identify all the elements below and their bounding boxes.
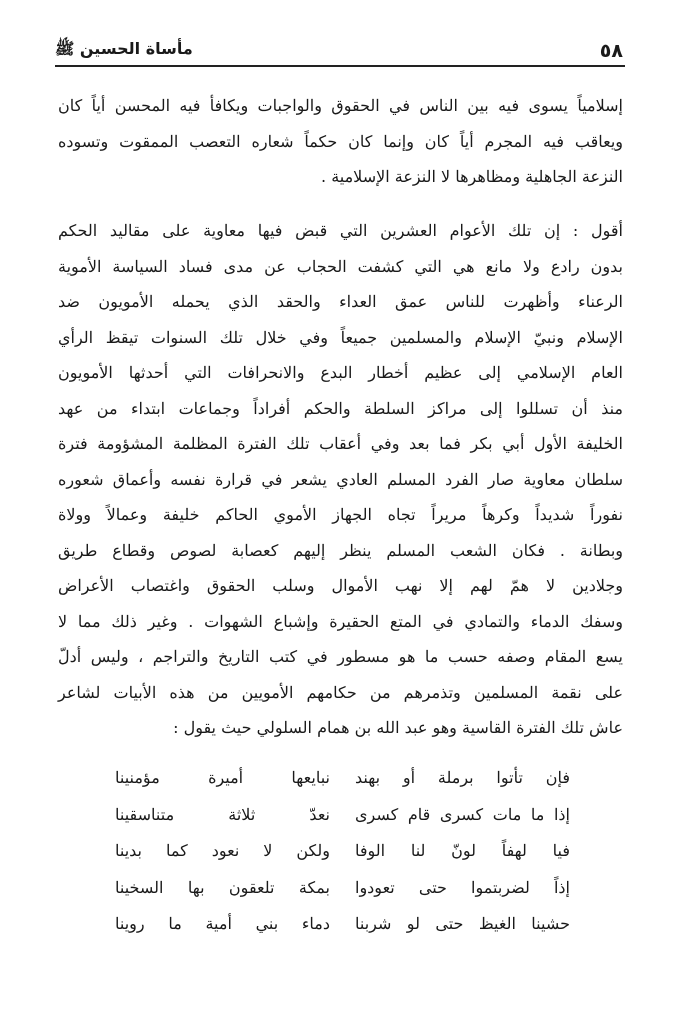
verse-first-hemistich: إذاً لضربتموا حتى تعودوا — [355, 877, 570, 897]
text-line: العام الإسلامي إلى عظيم أخطار البدع والانحرافات التي أحدثها الأمويون — [58, 363, 623, 382]
text-line: الرعناء وأظهرت للناس عمق العداء والحقد الذي يحمله الأمويون ضد — [58, 292, 623, 311]
text-line: عاش تلك الفترة القاسية وهو عبد الله بن همام السلولي حيث يقول : — [173, 718, 623, 737]
poem-verse — [115, 760, 570, 797]
verse-first-hemistich: فإن تأتوا برملة أو بهند — [355, 768, 570, 787]
text-line: وبطانة . فكان الشعب المسلم ينظر إليهم كعصابة لصوص وقطاع طريق — [58, 540, 623, 560]
paragraph-2 — [58, 213, 623, 746]
text-line: الخليفة الأول أبي بكر فما بعد وفي أعقاب تلك الفترة المظلمة المشؤومة فترة — [58, 434, 623, 453]
header-rule — [55, 65, 625, 67]
text-line: بدون رادع ولا مانع هي التي كشفت الحجاب عن مدى فساد السياسة الأموية — [58, 256, 623, 276]
text-line: ويعاقب فيه المجرم أياً كان وإنما كان حكماً شعاره التعصب الممقوت وتسوده — [58, 131, 623, 151]
text-line: نفوراً شديداً وكرهاً مريراً تجاه الجهاز الأموي الحاكم خليفة وعمالاً وولاة — [58, 505, 623, 524]
paragraph-1 — [58, 88, 623, 195]
verse-second-hemistich: نبايعها أميرة مؤمنينا — [115, 768, 330, 787]
text-line: سلطان معاوية صار الفرد المسلم العادي يشعر في قرارة نفسه وأعماق شعوره — [58, 469, 623, 489]
text-line: النزعة الجاهلية ومظاهرها لا النزعة الإسلامية . — [321, 167, 623, 186]
verse-first-hemistich: إذا ما مات كسرى قام كسرى — [355, 804, 570, 824]
verse-second-hemistich: ولكن لا نعود كما بدينا — [115, 841, 330, 860]
verse-first-hemistich: فيا لهفاً لونّ لنا الوفا — [355, 841, 570, 860]
text-line: منذ أن تسللوا إلى مراكز السلطة والحكم أفراداً وجماعات ابتداء من عهد — [58, 398, 623, 418]
poem-verse — [115, 833, 570, 870]
poem — [115, 760, 570, 943]
text-line: على نقمة المسلمين وتذمرهم من حكامهم الأمويين من هذه الأبيات لشاعر — [58, 682, 623, 702]
verse-first-hemistich: حشينا الغيظ حتى لو شربنا — [355, 914, 570, 933]
poem-verse — [115, 870, 570, 907]
poem-verse — [115, 797, 570, 834]
text-line: أقول : إن تلك الأعوام العشرين التي قبض فيها معاوية على مقاليد الحكم — [58, 221, 623, 240]
text-line: يسع المقام وصفه حسب ما هو مسطور في كتب التاريخ والتراجم ، وليس أدلّ — [58, 647, 623, 666]
verse-second-hemistich: نعدّ ثلاثة متناسقينا — [115, 804, 330, 824]
verse-second-hemistich: بمكة تلعقون بها السخينا — [115, 877, 330, 897]
text-line: وسفك الدماء والتمادي في المتع الحقيرة وإشباع الشهوات . وغير ذلك مما لا — [58, 611, 623, 631]
verse-second-hemistich: دماء بني أمية ما روينا — [115, 914, 330, 933]
text-line: إسلامياً يسوى فيه بين الناس في الحقوق والواجبات ويكافأ فيه المحسن أياً كان — [58, 96, 623, 115]
page-header — [55, 36, 623, 62]
text-line: الإسلام ونبيّ الإسلام والمسلمين جميعاً وفي خلال تلك السنوات تيقظ الرأي — [58, 327, 623, 347]
text-line: وجلادين لا همّ لهم إلا نهب الأموال وسلب الحقوق واغتصاب الأعراض — [58, 576, 623, 595]
running-title: مأساة الحسين ﷺ — [55, 39, 193, 58]
page-number: ٥٨ — [599, 40, 623, 62]
poem-verse — [115, 906, 570, 943]
